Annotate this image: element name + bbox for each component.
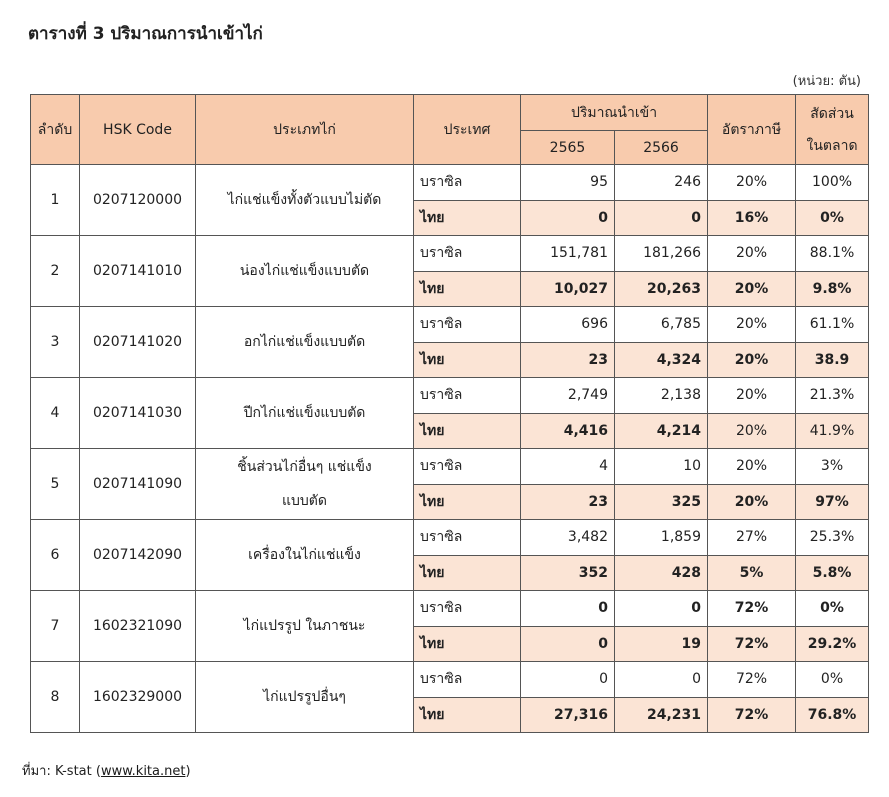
tariff-cell: 5% — [708, 555, 796, 591]
row-number: 8 — [31, 662, 80, 733]
col-header-tariff: อัตราภาษี — [708, 95, 796, 165]
header-row — [31, 95, 869, 131]
share-cell: 5.8% — [796, 555, 869, 591]
volume-2565: 10,027 — [521, 271, 615, 307]
tariff-cell: 20% — [708, 165, 796, 201]
country-cell: บราซิล — [414, 449, 521, 485]
volume-2565: 95 — [521, 165, 615, 201]
col-header-share — [796, 95, 869, 165]
share-cell: 61.1% — [796, 307, 869, 343]
volume-2566: 6,785 — [615, 307, 708, 343]
source-link[interactable]: www.kita.net — [100, 764, 186, 779]
volume-2566: 0 — [615, 662, 708, 698]
volume-2566: 20,263 — [615, 271, 708, 307]
tariff-cell: 72% — [708, 626, 796, 662]
volume-2566: 0 — [615, 200, 708, 236]
tariff-cell: 72% — [708, 662, 796, 698]
country-cell: บราซิล — [414, 378, 521, 414]
row-number: 7 — [31, 591, 80, 662]
country-cell: ไทย — [414, 555, 521, 591]
tariff-cell: 27% — [708, 520, 796, 556]
share-cell: 88.1% — [796, 236, 869, 272]
hsk-code: 0207141010 — [80, 236, 196, 307]
table-row — [31, 165, 869, 201]
share-cell: 38.9 — [796, 342, 869, 378]
share-cell: 0% — [796, 200, 869, 236]
col-header-2566: 2566 — [615, 131, 708, 165]
col-header-volume: ปริมาณนำเข้า — [521, 95, 708, 131]
volume-2565: 352 — [521, 555, 615, 591]
hsk-code: 0207141030 — [80, 378, 196, 449]
share-cell: 25.3% — [796, 520, 869, 556]
chicken-type: ปีกไก่แช่แข็งแบบตัด — [196, 378, 414, 449]
tariff-cell: 72% — [708, 697, 796, 733]
country-cell: บราซิล — [414, 662, 521, 698]
volume-2566: 10 — [615, 449, 708, 485]
chicken-type-line2: แบบตัด — [282, 493, 327, 509]
country-cell: ไทย — [414, 413, 521, 449]
chicken-type: น่องไก่แช่แข็งแบบตัด — [196, 236, 414, 307]
source-suffix: ) — [185, 764, 191, 779]
tariff-cell: 72% — [708, 591, 796, 627]
col-header-no: ลำดับ — [31, 95, 80, 165]
share-cell: 29.2% — [796, 626, 869, 662]
row-number: 3 — [31, 307, 80, 378]
volume-2565: 23 — [521, 342, 615, 378]
volume-2566: 4,324 — [615, 342, 708, 378]
table-row — [31, 236, 869, 272]
hsk-code: 0207120000 — [80, 165, 196, 236]
unit-label: (หน่วย: ตัน) — [792, 74, 861, 89]
volume-2565: 4,416 — [521, 413, 615, 449]
volume-2566: 1,859 — [615, 520, 708, 556]
tariff-cell: 20% — [708, 271, 796, 307]
chicken-import-table — [30, 94, 869, 733]
row-number: 2 — [31, 236, 80, 307]
hsk-code: 0207142090 — [80, 520, 196, 591]
col-header-share-line1: สัดส่วน — [810, 105, 854, 122]
country-cell: ไทย — [414, 484, 521, 520]
country-cell: ไทย — [414, 271, 521, 307]
share-cell: 97% — [796, 484, 869, 520]
col-header-hsk: HSK Code — [80, 95, 196, 165]
country-cell: ไทย — [414, 697, 521, 733]
table-row — [31, 378, 869, 414]
col-header-type: ประเภทไก่ — [196, 95, 414, 165]
col-header-2565: 2565 — [521, 131, 615, 165]
volume-2565: 0 — [521, 200, 615, 236]
volume-2565: 2,749 — [521, 378, 615, 414]
table-row — [31, 449, 869, 485]
volume-2566: 428 — [615, 555, 708, 591]
hsk-code: 0207141090 — [80, 449, 196, 520]
col-header-share-line2: ในตลาด — [806, 137, 858, 154]
volume-2566: 0 — [615, 591, 708, 627]
source-note — [22, 760, 191, 781]
country-cell: บราซิล — [414, 591, 521, 627]
chicken-type — [196, 449, 414, 520]
volume-2566: 246 — [615, 165, 708, 201]
volume-2565: 0 — [521, 662, 615, 698]
volume-2565: 4 — [521, 449, 615, 485]
share-cell: 21.3% — [796, 378, 869, 414]
row-number: 4 — [31, 378, 80, 449]
tariff-cell: 20% — [708, 342, 796, 378]
country-cell: บราซิล — [414, 307, 521, 343]
share-cell: 76.8% — [796, 697, 869, 733]
table-row — [31, 520, 869, 556]
share-cell: 41.9% — [796, 413, 869, 449]
volume-2565: 0 — [521, 591, 615, 627]
volume-2566: 4,214 — [615, 413, 708, 449]
volume-2566: 2,138 — [615, 378, 708, 414]
share-cell: 9.8% — [796, 271, 869, 307]
tariff-cell: 20% — [708, 484, 796, 520]
country-cell: ไทย — [414, 342, 521, 378]
row-number: 6 — [31, 520, 80, 591]
chicken-type: ไก่แช่แข็งทั้งตัวแบบไม่ตัด — [196, 165, 414, 236]
volume-2565: 151,781 — [521, 236, 615, 272]
country-cell: ไทย — [414, 200, 521, 236]
col-header-country: ประเทศ — [414, 95, 521, 165]
share-cell: 3% — [796, 449, 869, 485]
tariff-cell: 20% — [708, 449, 796, 485]
table-row — [31, 591, 869, 627]
country-cell: บราซิล — [414, 236, 521, 272]
share-cell: 100% — [796, 165, 869, 201]
chicken-type: เครื่องในไก่แช่แข็ง — [196, 520, 414, 591]
volume-2565: 3,482 — [521, 520, 615, 556]
hsk-code: 1602321090 — [80, 591, 196, 662]
chicken-type-line1: ชิ้นส่วนไก่อื่นๆ แช่แข็ง — [237, 459, 372, 475]
row-number: 5 — [31, 449, 80, 520]
volume-2565: 27,316 — [521, 697, 615, 733]
tariff-cell: 16% — [708, 200, 796, 236]
volume-2565: 696 — [521, 307, 615, 343]
country-cell: บราซิล — [414, 520, 521, 556]
tariff-cell: 20% — [708, 236, 796, 272]
share-cell: 0% — [796, 591, 869, 627]
tariff-cell: 20% — [708, 378, 796, 414]
tariff-cell: 20% — [708, 413, 796, 449]
volume-2565: 0 — [521, 626, 615, 662]
tariff-cell: 20% — [708, 307, 796, 343]
table-row — [31, 662, 869, 698]
volume-2566: 325 — [615, 484, 708, 520]
chicken-type: อกไก่แช่แข็งแบบตัด — [196, 307, 414, 378]
volume-2566: 181,266 — [615, 236, 708, 272]
country-cell: ไทย — [414, 626, 521, 662]
source-prefix: ที่มา: K-stat ( — [22, 764, 101, 779]
chicken-type: ไก่แปรรูป ในภาชนะ — [196, 591, 414, 662]
hsk-code: 0207141020 — [80, 307, 196, 378]
row-number: 1 — [31, 165, 80, 236]
volume-2566: 24,231 — [615, 697, 708, 733]
table-row — [31, 307, 869, 343]
volume-2566: 19 — [615, 626, 708, 662]
volume-2565: 23 — [521, 484, 615, 520]
share-cell: 0% — [796, 662, 869, 698]
table-title: ตารางที่ 3 ปริมาณการนำเข้าไก่ — [28, 24, 263, 44]
chicken-type: ไก่แปรรูปอื่นๆ — [196, 662, 414, 733]
hsk-code: 1602329000 — [80, 662, 196, 733]
country-cell: บราซิล — [414, 165, 521, 201]
